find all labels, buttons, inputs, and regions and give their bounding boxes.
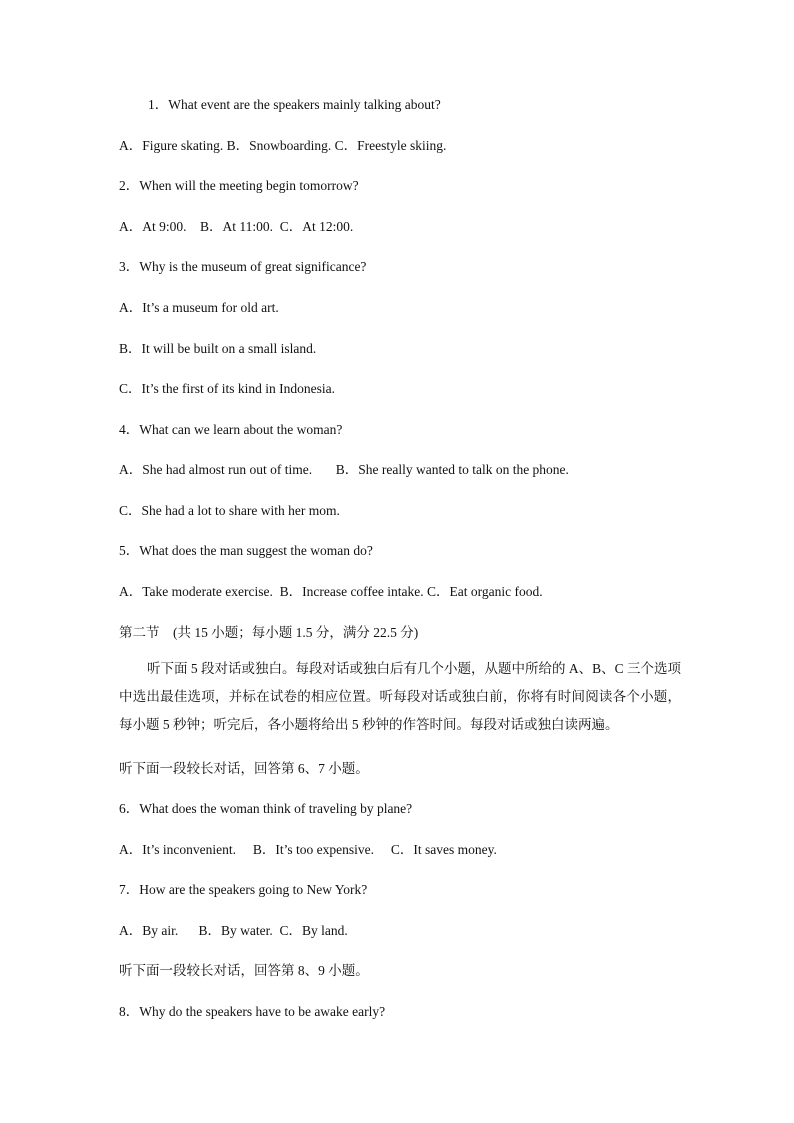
- question-7-options: A．By air. B．By water. C．By land.: [119, 923, 348, 938]
- question-2: 2．When will the meeting begin tomorrow?: [119, 178, 359, 193]
- question-3: 3．Why is the museum of great significance?: [119, 259, 367, 274]
- question-1-options: A．Figure skating. B．Snowboarding. C．Freestyle skiing.: [119, 138, 447, 153]
- question-5-options: A．Take moderate exercise. B．Increase coffee intake. C．Eat organic food.: [119, 584, 543, 599]
- section-2-instructions: 听下面 5 段对话或独白。每段对话或独白后有几个小题，从题中所给的 A、B、C 三个选项中选出最佳选项，并标在试卷的相应位置。听每段对话或独白前，你将有时间阅读各个小题，每小题 5 秒钟；听完后，各小题将给出 5 秒钟的作答时间。每段对话或独白读两遍。: [119, 661, 682, 732]
- question-7: 7．How are the speakers going to New York?: [119, 882, 368, 897]
- question-4: 4．What can we learn about the woman?: [119, 422, 343, 437]
- question-5: 5．What does the man suggest the woman do?: [119, 543, 373, 558]
- question-6-options: A．It’s inconvenient. B．It’s too expensive. C．It saves money.: [119, 842, 497, 857]
- question-3-option-a: A．It’s a museum for old art.: [119, 300, 279, 315]
- question-3-option-b: B．It will be built on a small island.: [119, 341, 317, 356]
- question-4-options-ab: A．She had almost run out of time. B．She really wanted to talk on the phone.: [119, 462, 569, 477]
- dialog-8-9-intro: 听下面一段较长对话，回答第 8、9 小题。: [119, 963, 369, 978]
- question-2-options: A．At 9:00. B．At 11:00. C．At 12:00.: [119, 219, 354, 234]
- question-8: 8．Why do the speakers have to be awake early?: [119, 1004, 386, 1019]
- dialog-6-7-intro: 听下面一段较长对话，回答第 6、7 小题。: [119, 761, 369, 776]
- question-3-option-c: C．It’s the first of its kind in Indonesia.: [119, 381, 335, 396]
- section-2-heading: 第二节 (共 15 小题；每小题 1.5 分，满分 22.5 分): [119, 625, 419, 640]
- question-4-option-c: C．She had a lot to share with her mom.: [119, 503, 340, 518]
- question-1: 1．What event are the speakers mainly talking about?: [148, 97, 441, 112]
- question-6: 6．What does the woman think of traveling by plane?: [119, 801, 413, 816]
